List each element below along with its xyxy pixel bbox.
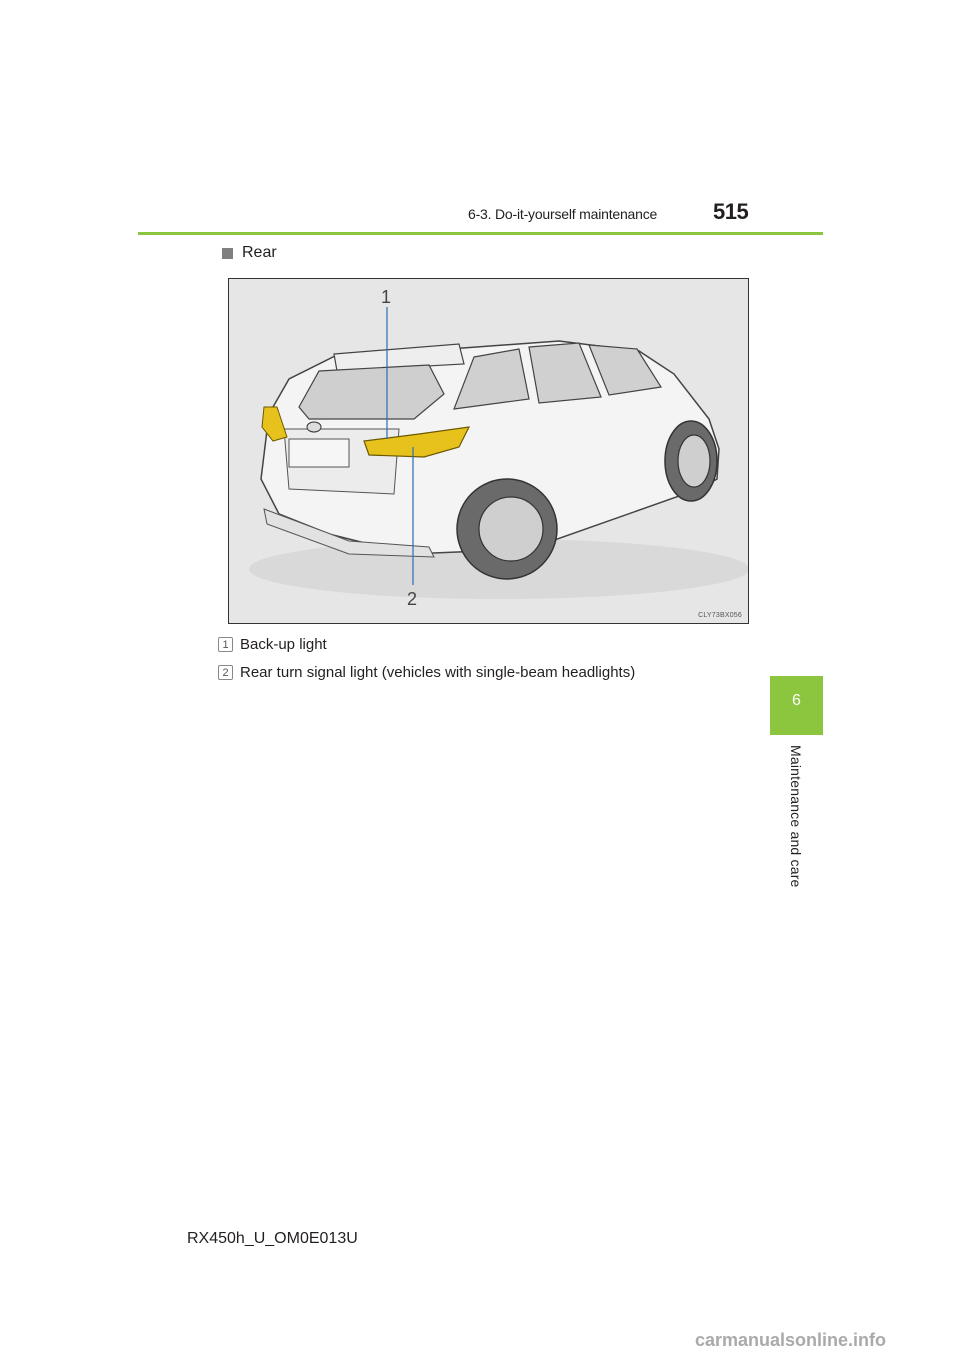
figure-code: CLY73BX056 xyxy=(698,612,742,619)
license-plate xyxy=(289,439,349,467)
vehicle-rear-figure xyxy=(228,278,749,624)
vehicle-illustration xyxy=(229,279,748,623)
section-heading-text: Rear xyxy=(242,244,277,261)
legend-number-1: 1 xyxy=(218,637,233,652)
header-section-title: 6-3. Do-it-yourself maintenance xyxy=(468,206,658,222)
page-number: 515 xyxy=(713,199,749,224)
front-wheel-rim xyxy=(678,435,710,487)
header-rule xyxy=(138,232,823,235)
legend-number-2: 2 xyxy=(218,665,233,680)
footer-model-code: RX450h_U_OM0E013U xyxy=(187,1230,358,1247)
rear-window xyxy=(299,365,444,419)
callout-marker-2: 2 xyxy=(407,589,418,609)
legend-item-1 xyxy=(218,636,327,653)
watermark: carmanualsonline.info xyxy=(695,1330,887,1350)
chapter-tab-label: Maintenance and care xyxy=(788,745,804,888)
chapter-tab-number: 6 xyxy=(792,692,801,709)
chapter-tab xyxy=(770,676,823,735)
legend-text-1: Back-up light xyxy=(240,636,327,653)
legend-item-2 xyxy=(218,664,635,681)
section-heading xyxy=(222,244,277,262)
square-bullet-icon xyxy=(222,248,233,259)
emblem xyxy=(307,422,321,432)
legend-text-2: Rear turn signal light (vehicles with single-beam headlights) xyxy=(240,664,636,681)
rear-wheel-rim xyxy=(479,497,543,561)
callout-marker-1: 1 xyxy=(381,287,392,307)
